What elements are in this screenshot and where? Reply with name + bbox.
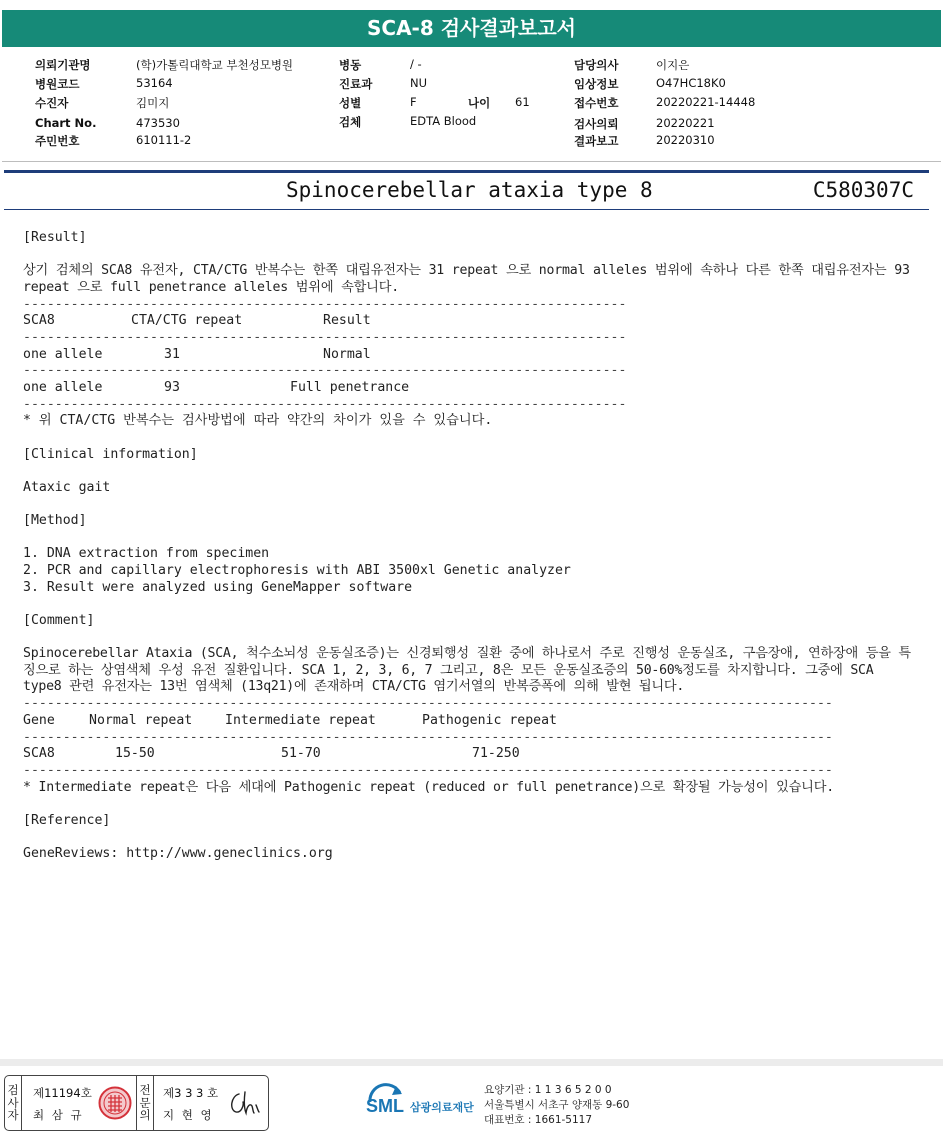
test-code: C580307C (812, 178, 914, 202)
info-label: 검체 (339, 115, 362, 129)
table-rule: ------------------------------------------------------------------------------------------------------ (23, 696, 833, 712)
comment-text: Spinocerebellar Ataxia (SCA, 척수소뇌성 운동실조증)는 신경퇴행성 질환 중에 하나로서 주로 진행성 운동실조, 구음장애, 연하장애 등을 특징으로 하는 상염색체 우성 유전 질환입니다. SCA 1, 2, 3, 6, 7 그리고, 8은 모든 운동실조증의 50-60%정도를 차지합니다. 그중에 SCA type8 관련 유전자는 13번 염색체 (13q21)에 존재하며 CTA/CTG 염기서열의 반복증폭에 의해 발현 됩니다. (23, 646, 911, 695)
table-cell: one allele (23, 380, 103, 396)
org-info-line: 서울특별시 서초구 양재동 9-60 (484, 1099, 630, 1111)
info-value: (학)가톨릭대학교 부천성모병원 (136, 58, 294, 72)
signer-name: 최 삼 규 (33, 1108, 84, 1122)
test-name: Spinocerebellar ataxia type 8 (286, 178, 653, 202)
result-text: 상기 검체의 SCA8 유전자, CTA/CTG 반복수는 한쪽 대립유전자는 31 repeat 으로 normal alleles 범위에 속하나 다른 한쪽 대립유전자는 93 repeat 으로 full penetrance alleles 범위에 속합니다. (23, 263, 910, 295)
info-value: 53164 (136, 76, 173, 90)
table-header-cell: Result (323, 313, 371, 329)
info-value: 473530 (136, 116, 180, 130)
info-value: EDTA Blood (410, 114, 477, 128)
info-label: 나이 (468, 96, 491, 110)
footer-bar (0, 1059, 943, 1066)
patient-info (0, 54, 943, 154)
info-value: F (410, 95, 417, 109)
info-value: 20220310 (656, 133, 715, 147)
info-value: 61 (515, 95, 530, 109)
method-item: 1. DNA extraction from specimen (23, 546, 270, 562)
section-heading-comment: [Comment] (23, 612, 95, 628)
info-value: 20220221-14448 (656, 95, 756, 109)
table-header-row (23, 713, 918, 730)
table-row (23, 380, 918, 397)
info-label: 결과보고 (574, 134, 619, 148)
table-rule: ---------------------------------------------------------------------------- (23, 396, 627, 412)
info-value: 이지은 (656, 58, 690, 72)
section-heading-result: [Result] (23, 230, 87, 245)
info-label: 의뢰기관명 (35, 58, 91, 72)
stamp-role-column (136, 1076, 154, 1130)
table-header-cell: CTA/CTG repeat (131, 313, 243, 329)
info-label: 진료과 (339, 77, 373, 91)
logo-text: SML (366, 1096, 404, 1116)
org-info-line: 대표번호 : 1661-5117 (484, 1114, 593, 1126)
reference-text: GeneReviews: http://www.geneclinics.org (23, 846, 333, 861)
table-rule: ---------------------------------------------------------------------------- (23, 296, 627, 312)
info-label: 수진자 (35, 96, 69, 110)
official-seal-icon (98, 1086, 132, 1120)
table-cell: Full penetrance (290, 380, 410, 396)
table-cell: 15-50 (115, 746, 155, 762)
org-info (484, 1083, 629, 1128)
table-cell: one allele (23, 346, 103, 362)
info-label: Chart No. (35, 116, 97, 130)
table-rule: ---------------------------------------------------------------------------- (23, 363, 627, 379)
section-heading-reference: [Reference] (23, 812, 111, 828)
table-cell: 31 (164, 346, 180, 362)
table-cell: 51-70 (281, 746, 321, 762)
info-label: 검사의뢰 (574, 117, 619, 131)
divider (4, 170, 929, 173)
info-value: 20220221 (656, 116, 715, 130)
org-info-line: 요양기관 : 1 1 3 6 5 2 0 0 (484, 1084, 612, 1096)
table-cell: 71-250 (472, 746, 520, 762)
info-label: 성별 (339, 96, 362, 110)
table-rule: ------------------------------------------------------------------------------------------------------ (23, 762, 833, 778)
table-header-cell: Gene (23, 712, 55, 728)
stamp-role: 검 사 자 (7, 1083, 19, 1123)
clinical-text: Ataxic gait (23, 479, 111, 495)
table-rule: ---------------------------------------------------------------------------- (23, 329, 627, 345)
org-logo (366, 1082, 484, 1122)
report-body (23, 230, 918, 863)
info-label: 병원코드 (35, 77, 80, 91)
comment-note: * Intermediate repeat은 다음 세대에 Pathogenic repeat (reduced or full penetrance)으로 확장될 가능성이 있습니다. (23, 779, 834, 795)
table-header-cell: Intermediate repeat (225, 712, 376, 728)
table-cell: 93 (164, 380, 180, 396)
license-number: 제3 3 3 호 (163, 1086, 219, 1100)
info-value: 610111-2 (136, 133, 192, 147)
table-cell: Normal (323, 346, 371, 362)
divider (2, 161, 941, 162)
signer-name: 지 현 영 (163, 1108, 214, 1122)
table-row (23, 746, 918, 763)
report-title-banner: SCA-8 검사결과보고서 (2, 10, 941, 47)
info-value: 김미지 (136, 96, 170, 110)
info-label: 담당의사 (574, 58, 619, 72)
sml-logo-icon (366, 1082, 484, 1118)
info-value: NU (410, 76, 428, 90)
table-header-row (23, 313, 918, 330)
divider (4, 209, 929, 210)
license-number: 제11194호 (33, 1086, 92, 1100)
info-label: 병동 (339, 58, 362, 72)
org-name: 삼광의료재단 (410, 1101, 474, 1114)
handwritten-signature-icon (227, 1088, 263, 1118)
table-cell: SCA8 (23, 746, 55, 762)
table-rule: ------------------------------------------------------------------------------------------------------ (23, 729, 833, 745)
stamp-role-column (5, 1076, 22, 1130)
section-heading-method: [Method] (23, 513, 87, 529)
info-label: 임상정보 (574, 77, 619, 91)
info-label: 접수번호 (574, 96, 619, 110)
info-label: 주민번호 (35, 134, 80, 148)
info-value: O47HC18K0 (656, 76, 726, 90)
table-row (23, 347, 918, 364)
table-header-cell: Normal repeat (89, 712, 193, 728)
info-value: / - (410, 57, 422, 71)
method-item: 3. Result were analyzed using GeneMapper software (23, 579, 413, 595)
signature-box (4, 1075, 269, 1131)
method-item: 2. PCR and capillary electrophoresis with ABI 3500xl Genetic analyzer (23, 562, 571, 578)
table-header-cell: SCA8 (23, 313, 55, 329)
result-note: * 위 CTA/CTG 반복수는 검사방법에 따라 약간의 차이가 있을 수 있습니다. (23, 413, 493, 429)
section-heading-clinical: [Clinical information] (23, 446, 198, 462)
table-header-cell: Pathogenic repeat (422, 712, 557, 728)
stamp-role: 전 문 의 (139, 1083, 151, 1123)
